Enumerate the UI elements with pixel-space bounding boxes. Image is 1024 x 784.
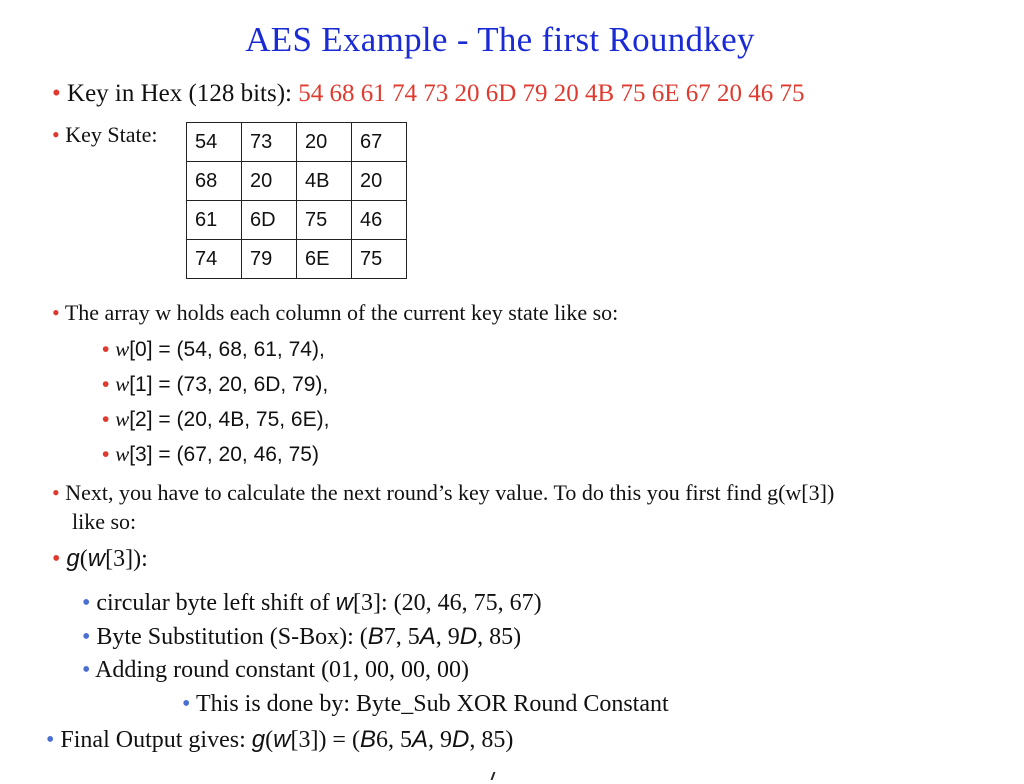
cursor-mark xyxy=(491,772,500,780)
key-cell: 20 xyxy=(242,162,297,201)
final-output xyxy=(46,726,513,754)
w-item xyxy=(102,407,329,432)
step-round-constant xyxy=(82,657,469,684)
key-hex-line xyxy=(52,80,804,108)
g-heading-rest: [3]): xyxy=(105,546,148,572)
table-row xyxy=(187,240,407,279)
bullet-icon: • xyxy=(52,122,60,147)
key-cell: 6D xyxy=(242,201,297,240)
key-cell: 75 xyxy=(352,240,407,279)
g-open-paren: ( xyxy=(79,546,88,572)
w-value: (73, 20, 6D, 79), xyxy=(176,373,329,396)
shift-label: circular byte left shift of xyxy=(96,590,336,616)
bullet-icon: • xyxy=(52,546,61,572)
g-heading xyxy=(52,545,148,573)
final-w: w xyxy=(273,726,291,753)
next-text-line1: Next, you have to calculate the next round’s key value. To do this you first find g(w[3]) xyxy=(65,480,835,505)
w-equals: = xyxy=(152,373,177,396)
final-part3: , 85) xyxy=(469,727,514,753)
final-label: Final Output gives: xyxy=(60,727,252,753)
key-cell: 6E xyxy=(297,240,352,279)
sbox-d: D xyxy=(459,623,478,650)
key-hex-value: 54 68 61 74 73 20 6D 79 20 4B 75 6E 67 20 46 75 xyxy=(298,80,805,107)
bullet-icon: • xyxy=(52,480,60,505)
w-index: [2] xyxy=(129,408,153,431)
key-cell: 20 xyxy=(297,123,352,162)
key-cell: 61 xyxy=(187,201,242,240)
w-name: w xyxy=(115,442,130,466)
sbox-part3: , 85) xyxy=(477,624,522,650)
w-item xyxy=(102,337,325,362)
final-g: g xyxy=(251,726,266,753)
next-paragraph-line1 xyxy=(52,480,834,506)
key-cell: 68 xyxy=(187,162,242,201)
table-row xyxy=(187,201,407,240)
key-cell: 4B xyxy=(297,162,352,201)
bullet-icon: • xyxy=(102,338,110,361)
sbox-part2: , 9 xyxy=(435,624,460,650)
key-cell: 46 xyxy=(352,201,407,240)
key-state-table xyxy=(186,122,407,279)
bullet-icon: • xyxy=(52,80,61,107)
key-cell: 20 xyxy=(352,162,407,201)
bullet-icon: • xyxy=(46,727,55,753)
w-index: [1] xyxy=(129,373,153,396)
final-b: B xyxy=(359,726,376,753)
w-value: (20, 4B, 75, 6E), xyxy=(176,408,330,431)
sbox-a: A xyxy=(419,623,436,650)
step-done-by xyxy=(182,691,669,718)
final-open: ( xyxy=(265,727,274,753)
done-by-text: This is done by: Byte_Sub XOR Round Constant xyxy=(195,691,669,717)
bullet-icon: • xyxy=(82,590,91,616)
table-row xyxy=(187,162,407,201)
key-cell: 74 xyxy=(187,240,242,279)
w-name: w xyxy=(115,372,130,396)
w-equals: = xyxy=(152,338,177,361)
final-mid: [3]) = ( xyxy=(290,727,360,753)
w-name: w xyxy=(115,337,130,361)
w-value: (67, 20, 46, 75) xyxy=(176,443,319,466)
key-hex-label: Key in Hex (128 bits): xyxy=(67,80,292,107)
bullet-icon: • xyxy=(52,300,60,325)
g-symbol: g xyxy=(66,545,80,572)
bullet-icon: • xyxy=(102,408,110,431)
round-constant-text: Adding round constant (01, 00, 00, 00) xyxy=(95,657,470,683)
key-state-line xyxy=(52,122,157,148)
shift-value: [3]: (20, 46, 75, 67) xyxy=(353,590,542,616)
bullet-icon: • xyxy=(182,691,191,717)
w-symbol: w xyxy=(87,545,106,572)
page-title: AES Example - The first Roundkey xyxy=(245,20,755,59)
step-shift xyxy=(82,589,542,617)
sbox-b: B xyxy=(367,623,384,650)
bullet-icon: • xyxy=(102,443,110,466)
step-sbox xyxy=(82,623,521,651)
next-text-line2: like so: xyxy=(72,509,137,534)
bullet-icon: • xyxy=(102,373,110,396)
shift-w-symbol: w xyxy=(335,589,353,616)
w-item xyxy=(102,442,319,467)
array-w-intro-line xyxy=(52,300,618,326)
w-name: w xyxy=(115,407,130,431)
table-row xyxy=(187,123,407,162)
key-cell: 75 xyxy=(297,201,352,240)
w-index: [3] xyxy=(129,443,153,466)
sbox-part1: 7, 5 xyxy=(383,624,420,650)
key-state-label: Key State: xyxy=(65,122,158,147)
bullet-icon: • xyxy=(82,657,91,683)
final-part2: , 9 xyxy=(428,727,452,753)
key-cell: 54 xyxy=(187,123,242,162)
key-cell: 73 xyxy=(242,123,297,162)
final-a: A xyxy=(411,726,428,753)
final-part1: 6, 5 xyxy=(375,727,412,753)
w-equals: = xyxy=(152,408,177,431)
bullet-icon: • xyxy=(82,624,91,650)
final-d: D xyxy=(452,726,470,753)
sbox-label: Byte Substitution (S-Box): ( xyxy=(96,624,368,650)
array-w-intro: The array w holds each column of the current key state like so: xyxy=(64,300,619,325)
key-cell: 79 xyxy=(242,240,297,279)
w-item xyxy=(102,372,328,397)
w-value: (54, 68, 61, 74), xyxy=(176,338,325,361)
key-cell: 67 xyxy=(352,123,407,162)
w-equals: = xyxy=(152,443,177,466)
w-index: [0] xyxy=(129,338,153,361)
